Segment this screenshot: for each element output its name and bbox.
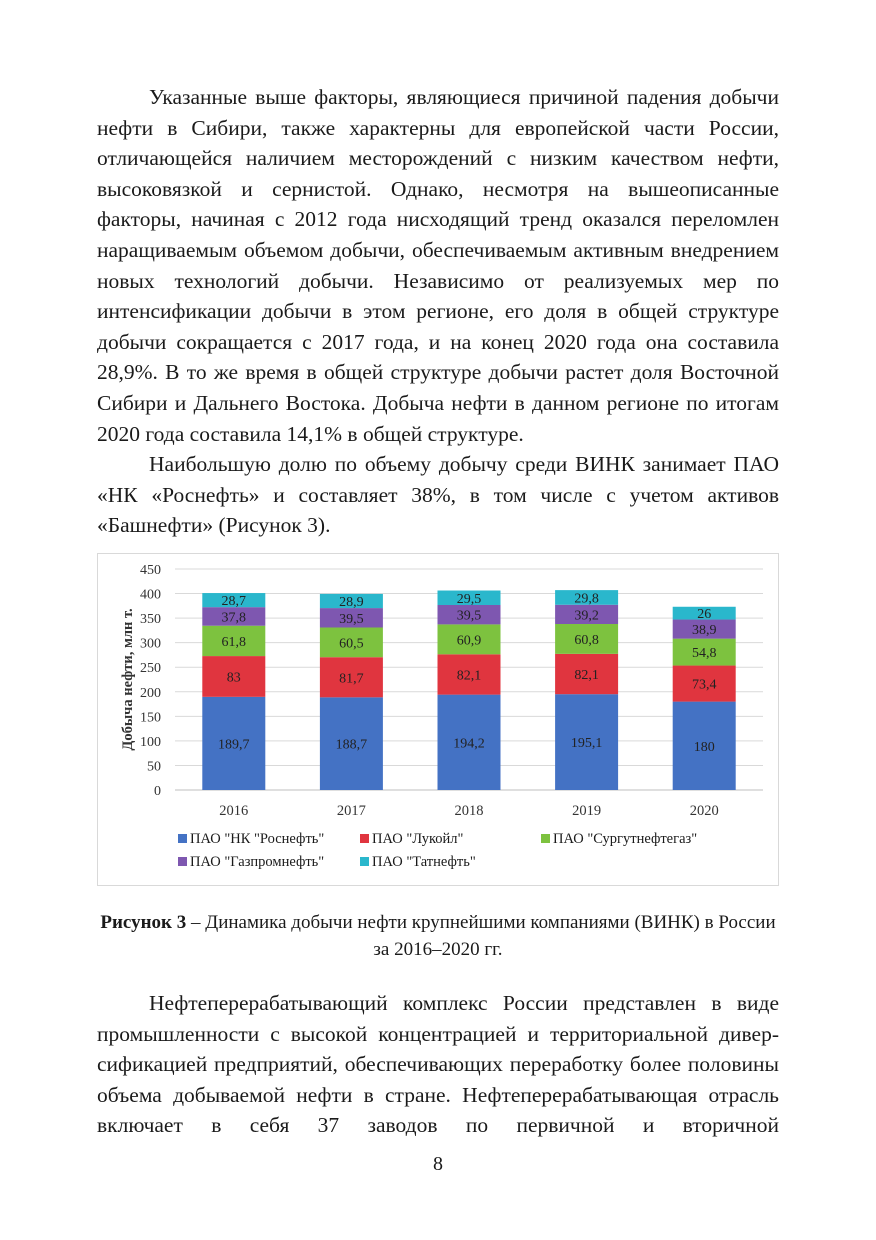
legend-item — [178, 828, 324, 851]
data-label: 28,7 — [221, 594, 247, 610]
data-label: 28,9 — [339, 594, 364, 610]
y-tick-label: 50 — [147, 759, 161, 775]
x-tick-label: 2020 — [689, 803, 719, 819]
legend-label: ПАО "Газпромнефть" — [190, 854, 325, 870]
x-tick-label: 2018 — [454, 803, 484, 819]
data-label: 81,7 — [339, 671, 364, 687]
data-label: 82,1 — [456, 668, 482, 684]
data-label: 189,7 — [218, 737, 250, 753]
legend-label: ПАО "НК "Роснефть" — [190, 831, 325, 847]
y-tick-label: 0 — [154, 784, 161, 799]
legend-item — [360, 851, 476, 874]
data-label: 39,2 — [574, 608, 599, 624]
y-tick-label: 100 — [140, 734, 161, 750]
data-label: 83 — [226, 670, 241, 686]
legend-item — [360, 828, 463, 851]
data-label: 26 — [697, 607, 712, 623]
data-label: 60,8 — [574, 632, 599, 648]
data-label: 54,8 — [691, 646, 717, 662]
legend-label: ПАО "Сургутнефтегаз" — [553, 831, 698, 847]
data-label: 37,8 — [221, 610, 247, 626]
data-label: 60,5 — [339, 636, 364, 652]
data-label: 39,5 — [339, 611, 364, 627]
paragraph-3: Нефтеперерабатывающий комплекс России представлен в виде промышленности с высокой концентрацией и территориальной диверсификацией предприятий, обеспечивающих переработку более половины объема добываемой нефти в стране. Нефтеперерабатывающая отрасль включает в себя 37 заводов по первичной и вторичной — [97, 991, 779, 1138]
data-label: 180 — [693, 739, 715, 755]
y-tick-label: 250 — [140, 661, 161, 677]
data-label: 29,8 — [574, 591, 599, 607]
y-axis-title: Добыча нефти, млн т. — [120, 608, 136, 751]
legend-item — [541, 828, 697, 851]
data-label: 194,2 — [453, 736, 485, 752]
legend-swatch — [360, 834, 369, 843]
page-number: 8 — [433, 1153, 443, 1175]
data-label: 195,1 — [570, 736, 603, 752]
data-label: 38,9 — [691, 623, 717, 639]
caption-label: Рисунок 3 — [100, 912, 187, 933]
paragraph-2: Наибольшую долю по объему добычу среди ВИНК занимает ПАО «НК «Роснефть» и составляет 38%, в том числе с учетом активов «Башнефти» (Рисунок 3). — [97, 452, 779, 538]
y-tick-label: 450 — [140, 563, 161, 578]
y-tick-label: 350 — [140, 612, 161, 628]
x-tick-label: 2017 — [336, 803, 366, 819]
y-tick-label: 300 — [140, 636, 161, 652]
chart-figure — [97, 553, 779, 886]
legend-swatch — [541, 834, 550, 843]
legend-label: ПАО "Лукойл" — [372, 831, 464, 847]
legend-swatch — [178, 834, 187, 843]
legend-item — [178, 851, 324, 874]
y-tick-label: 150 — [140, 710, 161, 726]
data-label: 188,7 — [335, 737, 368, 753]
data-label: 61,8 — [221, 634, 247, 650]
legend-swatch — [360, 857, 369, 866]
figure-caption — [97, 909, 779, 963]
data-label: 39,5 — [456, 608, 482, 624]
data-label: 82,1 — [574, 668, 599, 684]
legend-swatch — [178, 857, 187, 866]
legend-label: ПАО "Татнефть" — [372, 854, 476, 870]
x-tick-label: 2016 — [219, 803, 249, 819]
paragraph-1: Указанные выше факторы, являющиеся причиной падения добычи нефти в Сибири, также характерны для европейской части России, отличающейся наличием месторождений с низким качеством нефти, высоковязкой и сернистой. Однако, несмотря на вышеописанные факторы, начиная с 2012 года нисходящий тренд оказался переломлен наращиваемым объемом добычи, обеспечиваемым активным внедрением новых технологий добычи. Независимо от реализуемых мер по интенсификации добычи в этом регионе, его доля в общей структуре добычи сокращается с 2017 года, и на конец 2020 года она составила 28,9%. В то же время в общей структуре добычи растет доля Восточной Сибири и Дальнего Востока. Добыча нефти в данном регионе по итогам 2020 года составила 14,1% в общей структуре. — [97, 85, 779, 446]
data-label: 29,5 — [456, 591, 482, 607]
data-label: 73,4 — [691, 677, 717, 693]
x-tick-label: 2019 — [572, 803, 602, 819]
data-label: 60,9 — [456, 633, 482, 649]
y-tick-label: 200 — [140, 685, 161, 701]
caption-text: – Динамика добычи нефти крупнейшими компаниями (ВИНК) в России за 2016–2020 гг. — [186, 912, 776, 960]
y-tick-label: 400 — [140, 587, 161, 603]
